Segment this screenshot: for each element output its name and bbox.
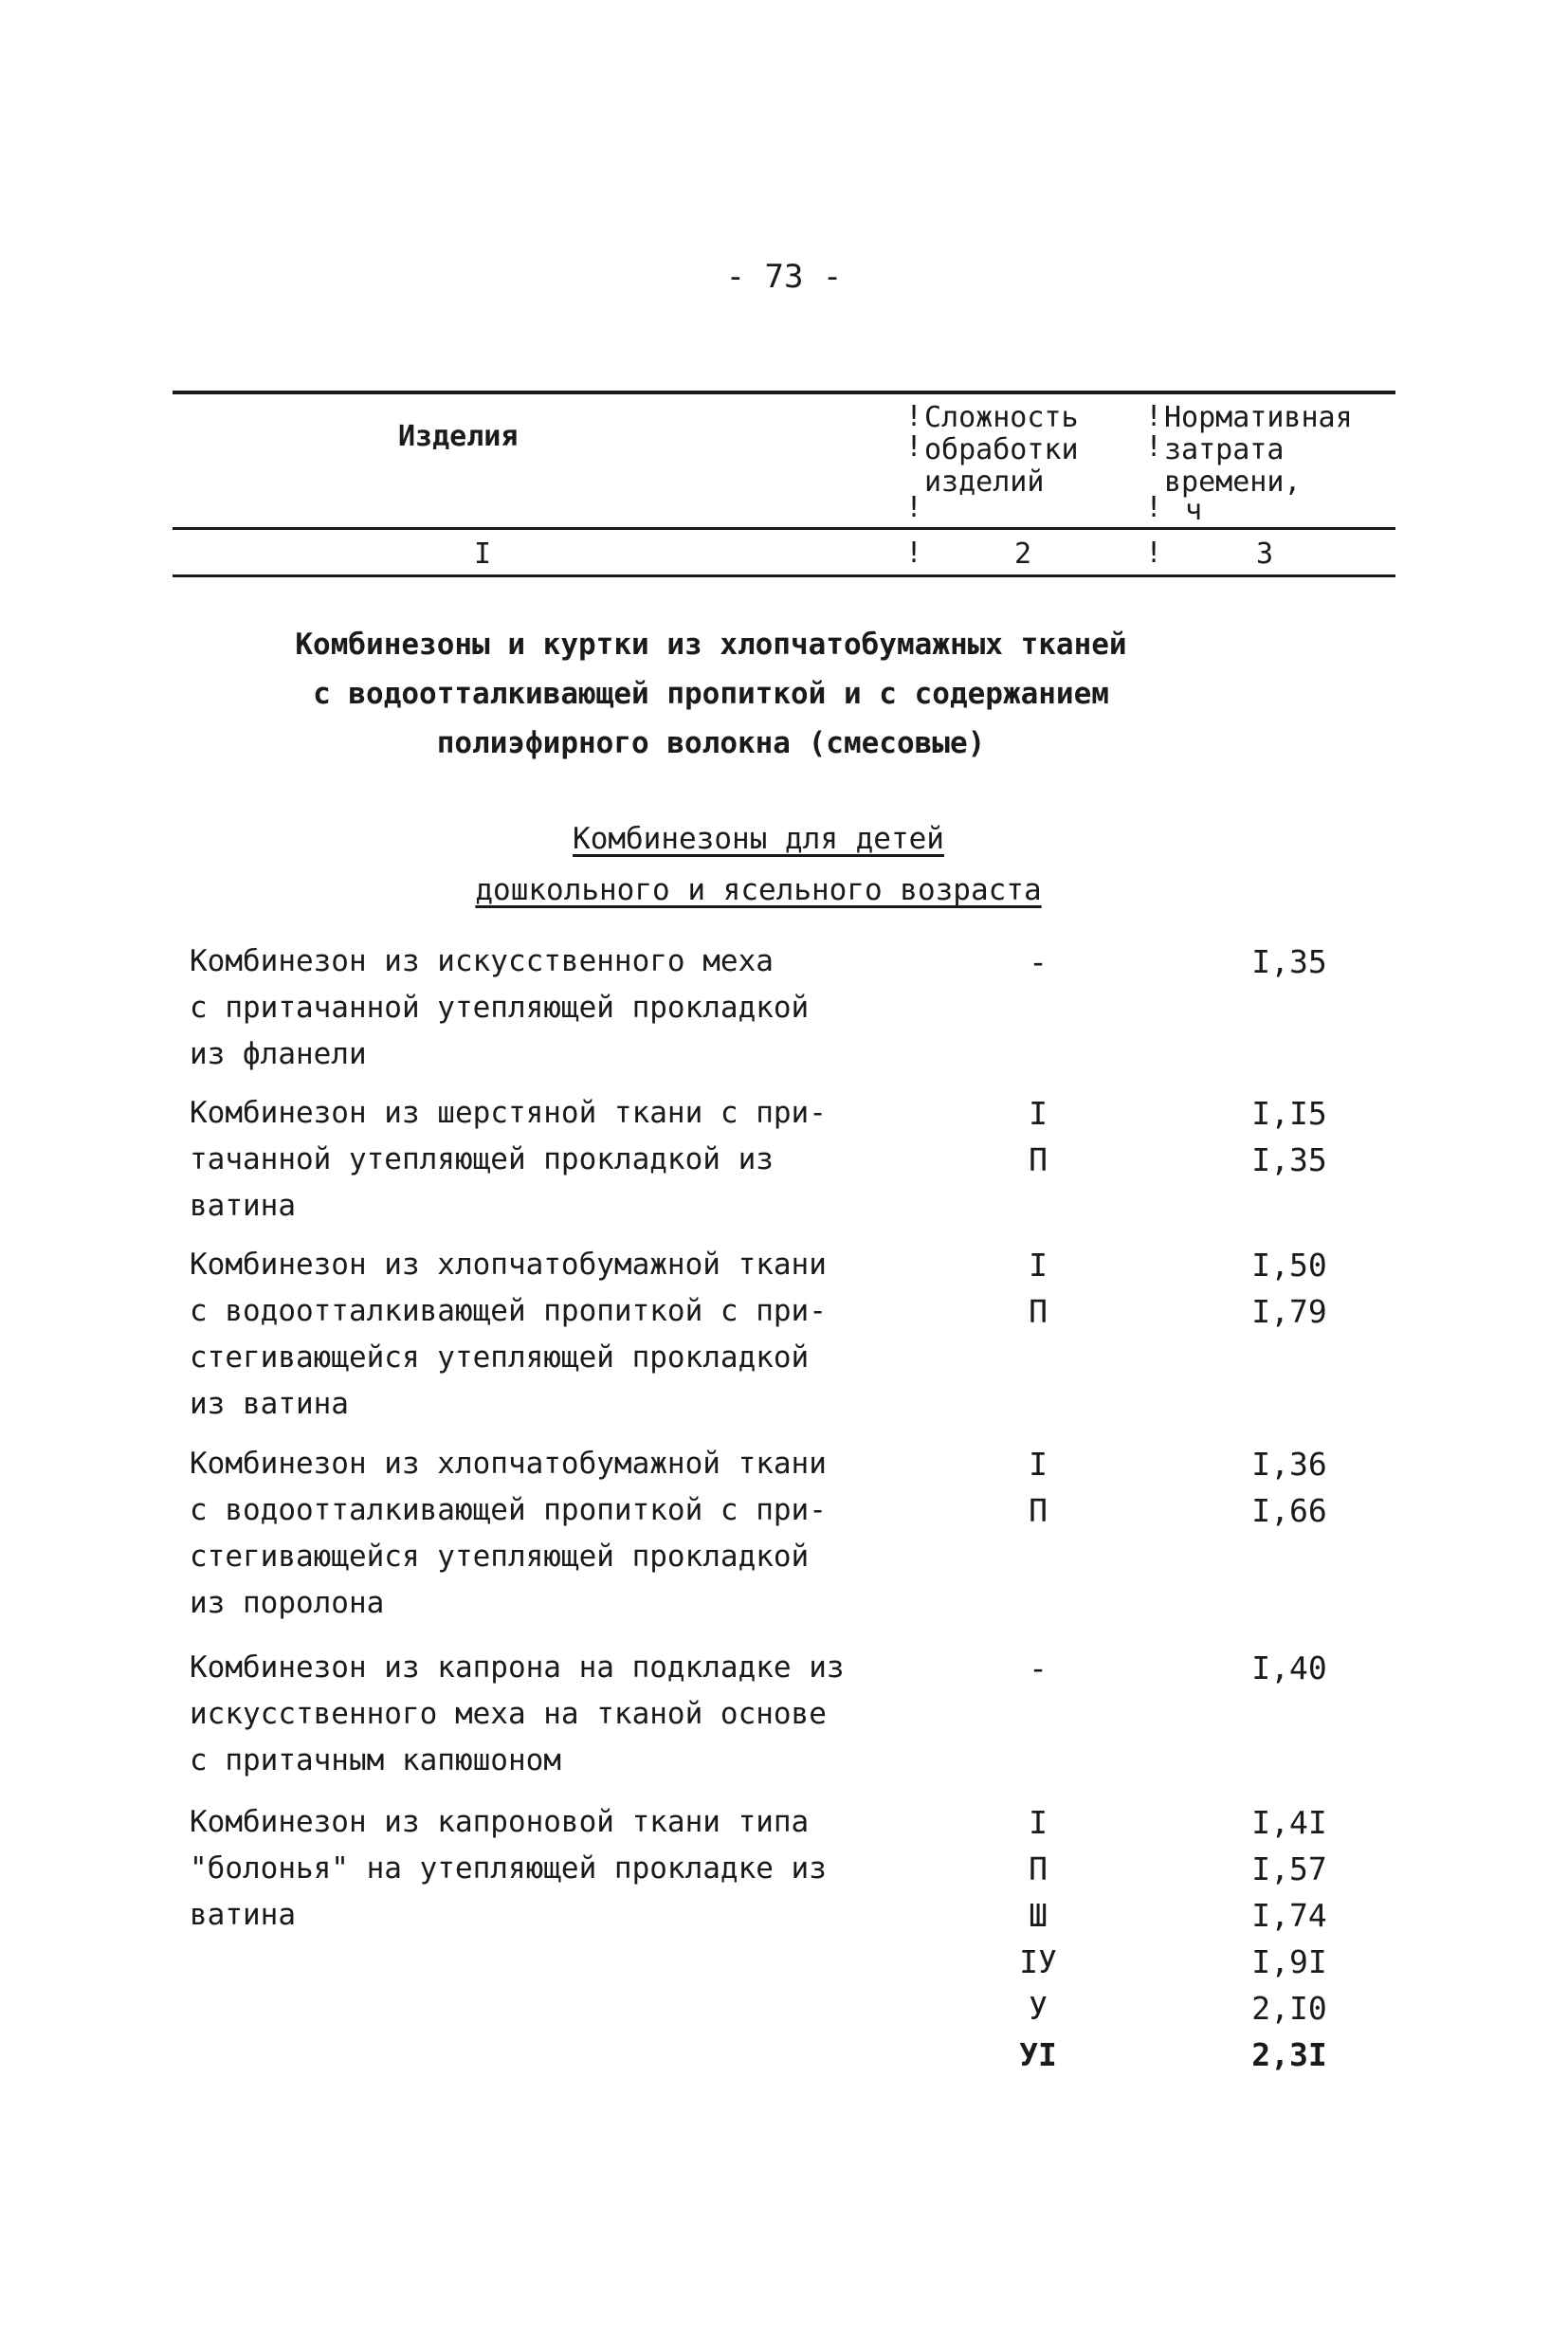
- header-col-time-line: времени,: [1164, 465, 1302, 499]
- item-description: [190, 1090, 910, 1230]
- time-value: I,79: [1251, 1293, 1327, 1330]
- time-value: I,40: [1251, 1649, 1327, 1686]
- time-value: I,4I: [1251, 1804, 1327, 1841]
- item-complexity: [986, 1242, 1090, 1335]
- complexity-value: I: [1029, 1095, 1048, 1132]
- complexity-value: Ш: [1029, 1897, 1048, 1934]
- header-separator: !: [905, 430, 923, 464]
- complexity-value: П: [1029, 1492, 1048, 1529]
- time-value: I,66: [1251, 1492, 1327, 1529]
- section-title-line: с водоотталкивающей пропиткой и с содержанием: [313, 677, 1109, 711]
- header-col-time-line: ч: [1185, 494, 1203, 527]
- item-complexity: [986, 1645, 1090, 1691]
- item-description-line: с притачным капюшоном: [190, 1743, 561, 1777]
- item-time: [1223, 1090, 1356, 1183]
- complexity-value: I: [1029, 1446, 1048, 1483]
- item-description-line: "болонья" на утепляющей прокладке из: [190, 1851, 827, 1886]
- time-value: I,50: [1251, 1247, 1327, 1284]
- complexity-value: I: [1029, 1804, 1048, 1841]
- time-value: 2,3I: [1251, 2036, 1327, 2073]
- header-col-time-line: затрата: [1164, 433, 1285, 466]
- header-col-complexity-line: обработки: [924, 433, 1079, 466]
- time-value: I,35: [1251, 1141, 1327, 1178]
- header-separator: !: [905, 400, 923, 433]
- item-time: [1223, 1441, 1356, 1534]
- complexity-value: П: [1029, 1850, 1048, 1887]
- item-description-line: из поролона: [190, 1586, 385, 1620]
- time-value: I,57: [1251, 1850, 1327, 1887]
- complexity-value: -: [1029, 1649, 1048, 1686]
- item-description-line: с притачанной утепляющей прокладкой: [190, 991, 810, 1025]
- section-title-line: Комбинезоны и куртки из хлопчатобумажных тканей: [295, 628, 1127, 662]
- item-complexity: [986, 1799, 1090, 2078]
- page-number: - 73 -: [725, 258, 843, 296]
- item-description-line: Комбинезон из хлопчатобумажной ткани: [190, 1248, 827, 1282]
- item-description-line: из ватина: [190, 1387, 349, 1421]
- item-description-line: Комбинезон из капрона на подкладке из: [190, 1650, 845, 1685]
- item-description-line: Комбинезон из шерстяной ткани с при-: [190, 1096, 827, 1130]
- header-separator: !: [1145, 537, 1163, 570]
- item-description-line: ватина: [190, 1898, 296, 1932]
- item-description: [190, 1799, 910, 1939]
- item-description-line: ватина: [190, 1189, 296, 1223]
- header-separator: !: [905, 537, 923, 570]
- complexity-value: У: [1029, 1990, 1048, 2027]
- time-value: I,I5: [1251, 1095, 1327, 1132]
- item-description-line: из фланели: [190, 1037, 367, 1071]
- item-description-line: стегивающейся утепляющей прокладкой: [190, 1540, 810, 1574]
- time-value: I,9I: [1251, 1943, 1327, 1980]
- time-value: 2,I0: [1251, 1990, 1327, 2027]
- column-number-3: 3: [1256, 538, 1274, 571]
- item-description: [190, 1645, 910, 1784]
- item-description: [190, 1441, 910, 1627]
- item-description-line: искусственного меха на тканой основе: [190, 1697, 827, 1731]
- column-number-1: I: [474, 538, 492, 571]
- complexity-value: -: [1029, 943, 1048, 980]
- section-title: [190, 620, 1232, 768]
- subsection-title-line: дошкольного и ясельного возраста: [475, 873, 1042, 907]
- item-description-line: с водоотталкивающей пропиткой с при-: [190, 1493, 827, 1527]
- header-col-complexity-line: изделий: [924, 465, 1045, 499]
- item-description-line: Комбинезон из хлопчатобумажной ткани: [190, 1447, 827, 1481]
- complexity-value: IУ: [1019, 1943, 1057, 1980]
- time-value: I,35: [1251, 943, 1327, 980]
- item-description-line: стегивающейся утепляющей прокладкой: [190, 1340, 810, 1375]
- subsection-title: [398, 813, 1119, 916]
- item-description-line: тачанной утепляющей прокладкой из: [190, 1142, 774, 1176]
- complexity-value: I: [1029, 1247, 1048, 1284]
- header-bottom-rule: [173, 574, 1395, 577]
- item-description-line: с водоотталкивающей пропиткой с при-: [190, 1294, 827, 1328]
- item-description-line: Комбинезон из искусственного меха: [190, 944, 774, 978]
- header-separator: !: [1145, 400, 1163, 433]
- header-separator: !: [1145, 491, 1163, 524]
- header-separator: !: [905, 491, 923, 524]
- item-time: [1223, 1645, 1356, 1691]
- complexity-value: П: [1029, 1141, 1048, 1178]
- item-complexity: [986, 1090, 1090, 1183]
- header-col-time-line: Нормативная: [1164, 401, 1353, 434]
- time-value: I,36: [1251, 1446, 1327, 1483]
- header-middle-rule: [173, 527, 1395, 530]
- item-description-line: Комбинезон из капроновой ткани типа: [190, 1805, 810, 1839]
- item-time: [1223, 939, 1356, 985]
- complexity-value: УI: [1019, 2036, 1057, 2073]
- item-description: [190, 939, 910, 1078]
- header-col-complexity-line: Сложность: [924, 401, 1079, 434]
- complexity-value: П: [1029, 1293, 1048, 1330]
- item-complexity: [986, 1441, 1090, 1534]
- item-complexity: [986, 939, 1090, 985]
- item-time: [1223, 1242, 1356, 1335]
- item-description: [190, 1242, 910, 1428]
- subsection-title-line: Комбинезоны для детей: [573, 822, 944, 856]
- section-title-line: полиэфирного волокна (смесовые): [436, 726, 986, 760]
- header-col-items: Изделия: [398, 420, 519, 453]
- header-top-rule: [173, 391, 1395, 394]
- time-value: I,74: [1251, 1897, 1327, 1934]
- header-separator: !: [1145, 430, 1163, 464]
- item-time: [1223, 1799, 1356, 2078]
- column-number-2: 2: [1014, 538, 1032, 571]
